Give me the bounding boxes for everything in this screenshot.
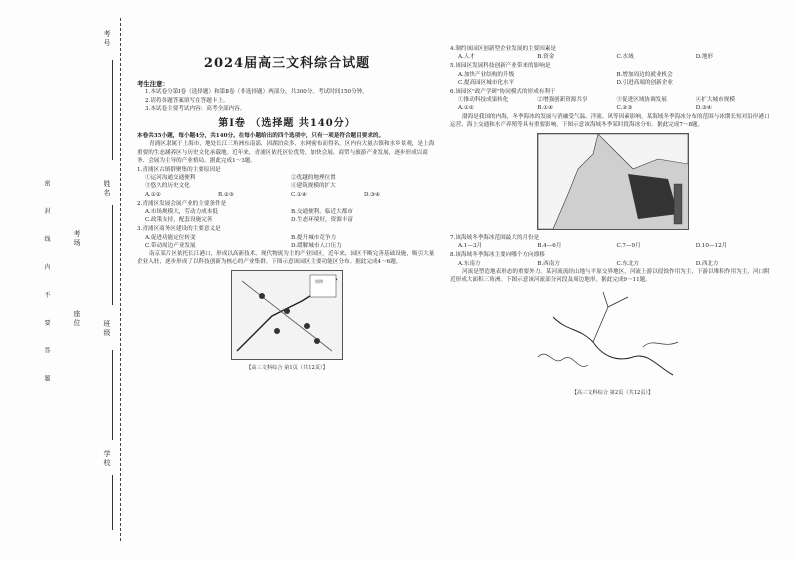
river-tributary [593,292,628,342]
q6-options [450,104,775,112]
notice-3: 3.本试卷主要考试内容：高考全部内容。 [145,105,246,112]
q1-option-d[interactable]: D.③④ [364,191,381,198]
question-2: 2.青浦区发展会展产业的主要条件是 [137,200,227,207]
xuexiao-label: 学校 [103,450,111,468]
q1-statement: ②优越的地理位置 [291,175,336,182]
q1-statement: ①运河沟通交通便利 [145,175,196,182]
q4-option-b[interactable]: B.资金 [537,54,555,61]
banji-line [112,350,113,440]
question-6: 6.该园区"政产学研"协同模式的形成有利于 [450,89,556,96]
q6-statement: ①推动科技成果转化 [458,97,509,104]
map-marker [259,293,265,299]
q8-option-c[interactable]: C.东北方 [616,260,640,267]
q1-statement: ④建筑规模的扩大 [291,183,336,190]
park-map-figure [231,270,343,360]
q6-option-d[interactable]: D.③④ [695,105,712,112]
terrain-contour [643,342,678,347]
q6-option-c[interactable]: C.②③ [616,105,633,112]
question-3: 3.青浦区商务区建设的主要意义是 [137,226,221,233]
q5-option-b[interactable]: B.增加周边的就业机会 [616,71,673,78]
q1-option-b[interactable]: B.②③ [218,191,234,198]
q5-option-a[interactable]: A.加快产业结构的升级 [458,71,515,78]
q6-option-b[interactable]: B.①④ [537,105,554,112]
q3-option-b[interactable]: B.提升城市竞争力 [291,234,337,241]
map-legend-label: 图例 [315,279,323,285]
ice-scale-bar [674,184,682,224]
q2-option-a[interactable]: A.市场规模大，劳动力成本低 [145,209,218,216]
park-map-svg [232,271,342,359]
seal-line-text: 密 封 线 内 不 要 答 题 [43,180,50,392]
q6-statement: ③促进区域协调发展 [616,97,667,104]
q6-statement: ②增强创新资源共享 [537,97,588,104]
page-1-footer: 【高三文科综合 第1页（共12页）】 [246,365,328,372]
q8-option-d[interactable]: D.西北方 [695,260,719,267]
q2-option-d[interactable]: D.生态环境好，资源丰富 [291,217,354,224]
kaochang-label: 考场 [73,230,81,248]
q4-option-a[interactable]: A.人才 [458,54,476,61]
exam-title: 2024届高三文科综合试题 [203,56,371,71]
q8-options [450,260,775,268]
q2-options [137,208,437,224]
q5-option-d[interactable]: D.引进高端的创新企业 [616,79,673,86]
page-2-footer: 【高三文科综合 第2页（共12页）】 [571,390,654,397]
q8-option-a[interactable]: A.东南方 [458,260,481,267]
q6-statement: ④扩大城市规模 [695,97,735,104]
q7-option-b[interactable]: B.4—6月 [537,243,562,250]
q1-option-a[interactable]: A.①② [145,191,161,198]
notice-1: 1.本试卷分第Ⅰ卷（选择题）和第Ⅱ卷（非选择题）两部分，共300分。考试时间150分钟。 [145,89,368,96]
q8-option-b[interactable]: B.西南方 [537,260,560,267]
zuowei-label: 座位 [73,310,81,328]
q7-option-c[interactable]: C.7—9月 [616,243,641,250]
section-heading: 第Ⅰ卷 （选择题 共140分） [218,118,356,130]
river-map-figure [533,287,693,385]
seal-dashed-line [120,18,121,541]
q1-option-c[interactable]: C.①④ [291,191,307,198]
q5-options [450,71,775,87]
binding-margin [22,20,122,540]
q3-option-a[interactable]: A.促进功能定位转变 [145,234,196,241]
q7-option-a[interactable]: A.1—3月 [458,243,483,250]
q2-option-c[interactable]: C.政策支持，配套设施完善 [145,217,213,224]
q7-option-d[interactable]: D.10—12月 [695,243,728,250]
map-marker [314,338,320,344]
river-main-line [553,317,673,375]
left-column [137,40,437,373]
question-4: 4.制约该园区创新型企业发展的主要因素是 [450,46,557,52]
xingming-line [112,205,113,305]
kaohao-label: 考号 [103,30,111,48]
river-map-svg [533,287,693,385]
map-legend-box [310,275,336,297]
q1-options [137,191,437,199]
question-8: 8.该海域冬季海冰主要向哪个方向漂移 [450,252,545,259]
passage-3: 渤海是我国的内海，冬季海冰的发展与消融受气温、洋流、风等因素影响。某海域冬季海冰分布的范围与冰期长短对沿岸港口运营、海上交通和水产养殖等具有重要影响。下图示意该海域冬季某时段海冰分布。据此完成7～8题。 [450,113,770,128]
passage-4: 河流是塑造地表形态的重要外力。某河流流经山地与平原交界地区，河流上游以侵蚀作用为主，下游以堆积作用为主，河口附近形成大面积三角洲。下图示意该河流部分河段及周边地形。据此完成9～11题。 [450,268,770,284]
map-marker [274,328,280,334]
q5-option-c[interactable]: C.提高园区城市化水平 [458,79,515,86]
question-5: 5.该园区发展科技创新产业带来的影响是 [450,63,551,70]
sea-ice-figure [537,133,689,230]
banji-label: 班级 [103,320,111,338]
map-marker [284,308,290,314]
passage-2: 南京某片区依托长江港口，形成以高新技术、现代物流为主的产业园区。近年来，园区不断完善基础设施，吸引大量企业入驻，逐步形成了以科技创新为核心的产业集群。下图示意该园区主要功能区分布。据此完成4～6题。 [137,251,435,266]
notice-2: 2.请将各题答案填写在答题卡上。 [145,97,229,104]
q3-option-c[interactable]: C.带动周边产业发展 [145,242,196,249]
notice-heading: 考生注意： [137,80,169,89]
q4-options [450,53,775,61]
question-1: 1.青浦区古镇群聚集的主要原因是 [137,167,221,174]
q3-options [137,234,437,250]
mountain-contour [538,354,588,366]
xingming-label: 姓名 [103,180,111,198]
kaohao-line [112,60,113,160]
map-marker [304,323,310,329]
q2-option-b[interactable]: B.交通便利，临近大都市 [291,209,353,216]
xuexiao-line [112,475,113,530]
q3-option-d[interactable]: D.缓解城市人口压力 [291,242,342,249]
q6-option-a[interactable]: A.①② [458,105,474,112]
q7-options [450,242,775,250]
question-7: 7.该海域冬季海冰范围最大的月份是 [450,235,540,242]
q1-statements [137,174,437,190]
q4-option-c[interactable]: C.水域 [616,54,634,61]
q4-option-d[interactable]: D.地形 [695,54,714,61]
section-intro: 本卷共35小题，每小题4分，共140分。在每小题给出的四个选项中，只有一项是符合题目要求的。 [137,133,385,140]
passage-1: 青浦区隶属于上海市，地处长江三角洲东南部，因湖泊众多、水网密布而得名。区内有大量古镇和水乡景观，是上海重要的生态涵养区与历史文化承载地。近年来，青浦区依托区位优势，加快会展、商贸与旅游产业发展，逐步形成以商务、会展为主导的产业格局。据此完成1～3题。 [137,141,435,164]
right-column [450,44,775,397]
sea-ice-svg [538,134,688,229]
q1-statement: ③悠久的历史文化 [145,183,190,190]
q6-statements [450,96,775,104]
